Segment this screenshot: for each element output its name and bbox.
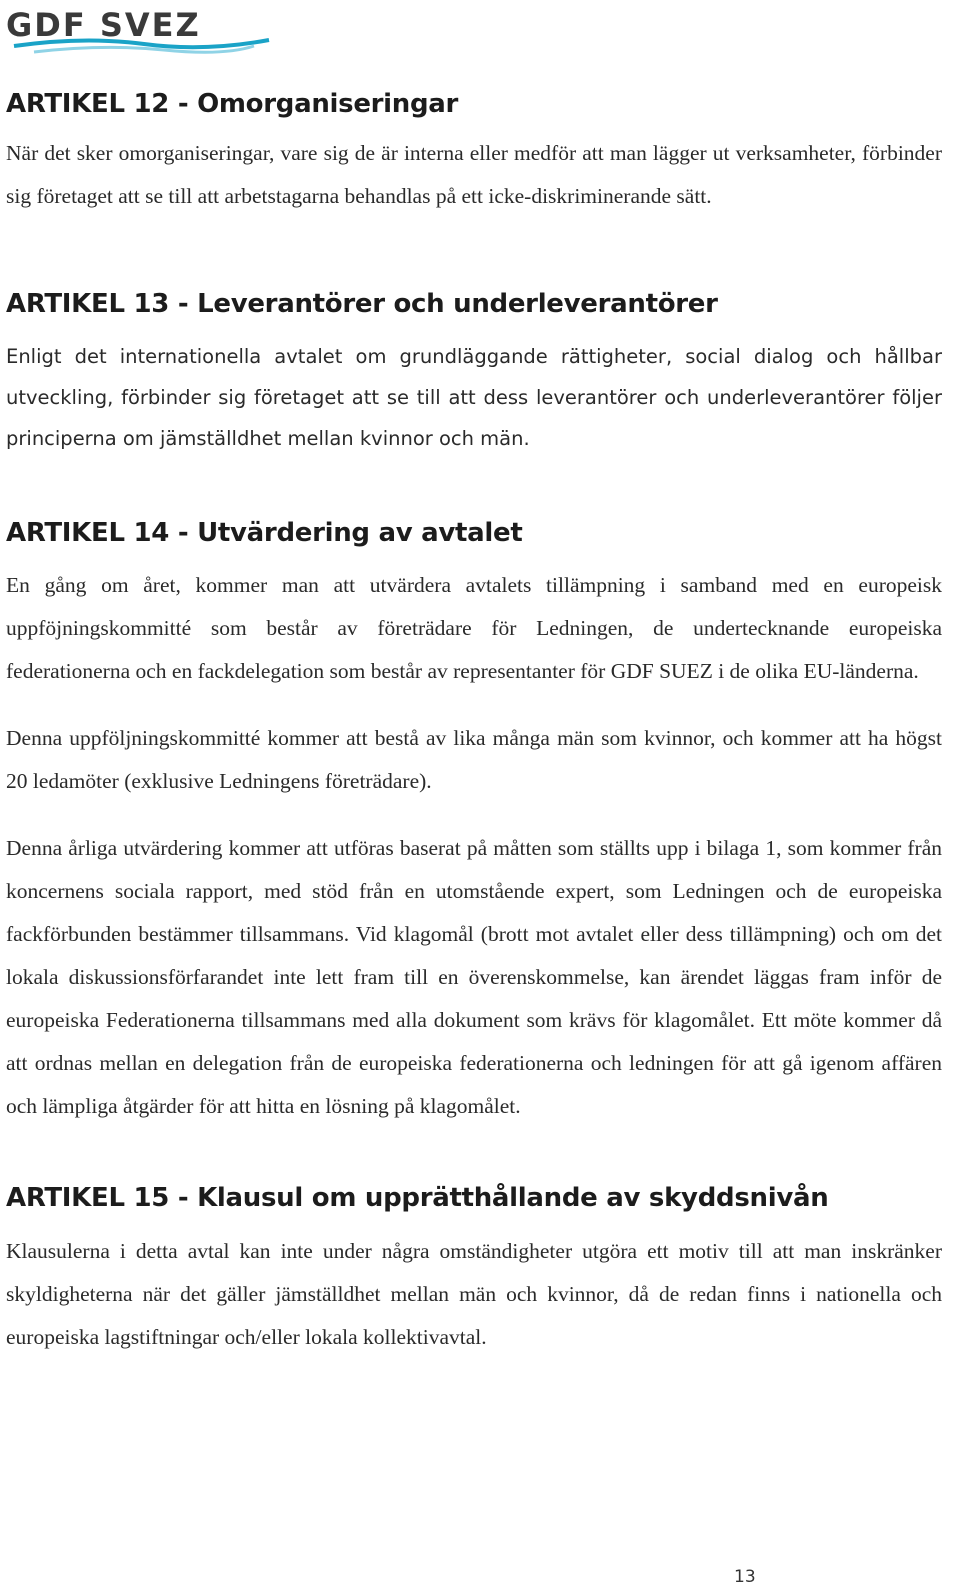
article-14-paragraph-3: Denna årliga utvärdering kommer att utföras baserat på måtten som ställts upp i bilaga 1, som kommer från koncernens sociala rapport, med stöd från en utomstående expert, som Ledningen och de europeiska fackförbunden bestämmer tillsammans. Vid klagomål (brott mot avtalet eller dess tillämpning) och om det lokala diskussionsförfarandet inte lett fram till en överenskommelse, kan ärendet läggas fram inför de europeiska Federationerna tillsammans med alla dokument som krävs för klagomålet. Ett möte kommer då att ordnas mellan en delegation från de europeiska federationerna och ledningen för att gå igenom affären och lämpliga åtgärder för att hitta en lösning på klagomålet. bbox=[6, 836, 942, 1118]
article-14-heading: ARTIKEL 14 - Utvärdering av avtalet bbox=[6, 518, 523, 548]
article-14-paragraph-1: En gång om året, kommer man att utvärdera avtalets tillämpning i samband med en europeisk uppföjningskommitté som består av företrädare för Ledningen, de undertecknande europeiska federationerna och en fackdelegation som består av representanter för GDF SUEZ i de olika EU-länderna. bbox=[6, 573, 942, 683]
company-logo bbox=[4, 6, 274, 56]
logo-text: GDF SVEZ bbox=[6, 6, 201, 44]
document-body bbox=[6, 80, 942, 1359]
article-12 bbox=[6, 88, 942, 218]
article-15-paragraph: Klausulerna i detta avtal kan inte under några omständigheter utgöra ett motiv till att man inskränker skyldigheterna när det gäller jämställdhet mellan män och kvinnor, då de redan finns i nationella och europeiska lagstiftningar och/eller lokala kollektivavtal. bbox=[6, 1239, 942, 1349]
article-13-paragraph: Enligt det internationella avtalet om grundläggande rättigheter, social dialog och hållbar utveckling, förbinder sig företaget att se till att dess leverantörer och underleverantörer följer principerna om jämställdhet mellan kvinnor och män. bbox=[6, 345, 942, 450]
article-12-heading: ARTIKEL 12 - Omorganiseringar bbox=[6, 89, 459, 119]
article-13 bbox=[6, 288, 942, 459]
page-number: 13 bbox=[734, 1567, 756, 1587]
article-15-heading: ARTIKEL 15 - Klausul om upprätthållande av skyddsnivån bbox=[6, 1183, 829, 1213]
article-12-paragraph: När det sker omorganiseringar, vare sig de är interna eller medför att man lägger ut verksamheter, förbinder sig företaget att se till att arbetstagarna behandlas på ett icke-diskriminerande sätt. bbox=[6, 141, 942, 208]
article-13-heading: ARTIKEL 13 - Leverantörer och underleverantörer bbox=[6, 289, 718, 319]
article-14 bbox=[6, 517, 942, 1128]
gdf-suez-logo-graphic bbox=[4, 6, 274, 56]
article-14-paragraph-2: Denna uppföljningskommitté kommer att bestå av lika många män som kvinnor, och kommer att ha högst 20 ledamöter (exklusive Ledningens företrädare). bbox=[6, 726, 942, 793]
article-15 bbox=[6, 1182, 942, 1359]
